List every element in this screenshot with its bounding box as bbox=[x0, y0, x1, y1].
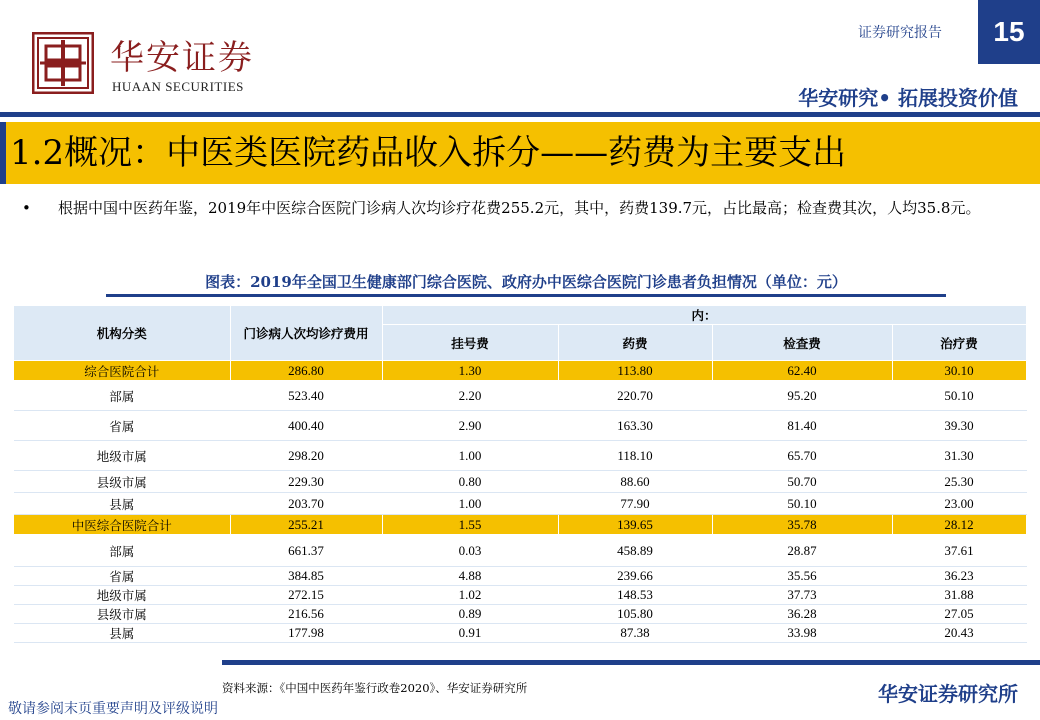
row-name: 省属 bbox=[14, 567, 230, 586]
header-treatment: 治疗费 bbox=[892, 325, 1026, 361]
row-exam: 33.98 bbox=[712, 624, 892, 643]
row-name: 中医综合医院合计 bbox=[14, 515, 230, 535]
slide-title: 1.2概况：中医类医院药品收入拆分——药费为主要支出 bbox=[10, 133, 847, 173]
row-registration: 1.02 bbox=[382, 586, 558, 605]
row-treatment: 39.30 bbox=[892, 411, 1026, 441]
row-registration: 1.55 bbox=[382, 515, 558, 535]
row-treatment: 20.43 bbox=[892, 624, 1026, 643]
footer-brand: 华安证券研究所 bbox=[878, 682, 1018, 706]
row-total: 177.98 bbox=[230, 624, 382, 643]
header-exam: 检查费 bbox=[712, 325, 892, 361]
row-drugs: 139.65 bbox=[558, 515, 712, 535]
table-caption: 图表：2019年全国卫生健康部门综合医院、政府办中医综合医院门诊患者负担情况（单位：元） bbox=[205, 273, 847, 291]
row-name: 地级市属 bbox=[14, 586, 230, 605]
row-total: 286.80 bbox=[230, 361, 382, 381]
row-treatment: 31.88 bbox=[892, 586, 1026, 605]
row-name: 县属 bbox=[14, 624, 230, 643]
row-treatment: 31.30 bbox=[892, 441, 1026, 471]
table-row bbox=[14, 567, 1026, 586]
data-source-note: 资料来源：《中国中医药年鉴行政卷2020》、华安证券研究所 bbox=[222, 681, 528, 695]
row-name: 综合医院合计 bbox=[14, 361, 230, 381]
row-registration: 4.88 bbox=[382, 567, 558, 586]
row-name: 部属 bbox=[14, 535, 230, 567]
table-row bbox=[14, 441, 1026, 471]
row-drugs: 458.89 bbox=[558, 535, 712, 567]
row-total: 661.37 bbox=[230, 535, 382, 567]
row-exam: 50.10 bbox=[712, 493, 892, 515]
table-row bbox=[14, 535, 1026, 567]
header-of-which: 内： bbox=[382, 306, 1026, 325]
row-treatment: 30.10 bbox=[892, 361, 1026, 381]
table-row bbox=[14, 624, 1026, 643]
row-total: 255.21 bbox=[230, 515, 382, 535]
header-category: 机构分类 bbox=[14, 306, 230, 361]
row-total: 523.40 bbox=[230, 381, 382, 411]
row-drugs: 77.90 bbox=[558, 493, 712, 515]
row-name: 县级市属 bbox=[14, 471, 230, 493]
row-exam: 65.70 bbox=[712, 441, 892, 471]
disclaimer-text: 敬请参阅末页重要声明及评级说明 bbox=[8, 701, 218, 717]
table-row bbox=[14, 515, 1026, 535]
logo-english-name: HUAAN SECURITIES bbox=[112, 79, 244, 94]
row-exam: 95.20 bbox=[712, 381, 892, 411]
bullet-dot-icon: • bbox=[22, 199, 31, 217]
row-treatment: 50.10 bbox=[892, 381, 1026, 411]
row-exam: 37.73 bbox=[712, 586, 892, 605]
row-drugs: 239.66 bbox=[558, 567, 712, 586]
row-registration: 1.30 bbox=[382, 361, 558, 381]
row-drugs: 88.60 bbox=[558, 471, 712, 493]
table-row bbox=[14, 361, 1026, 381]
header-drugs: 药费 bbox=[558, 325, 712, 361]
row-total: 229.30 bbox=[230, 471, 382, 493]
table-row bbox=[14, 381, 1026, 411]
row-total: 216.56 bbox=[230, 605, 382, 624]
row-drugs: 148.53 bbox=[558, 586, 712, 605]
row-name: 地级市属 bbox=[14, 441, 230, 471]
table-row bbox=[14, 586, 1026, 605]
row-treatment: 37.61 bbox=[892, 535, 1026, 567]
report-type-label: 证券研究报告 bbox=[858, 25, 942, 41]
row-treatment: 28.12 bbox=[892, 515, 1026, 535]
outpatient-cost-table bbox=[14, 306, 1027, 643]
table-row bbox=[14, 471, 1026, 493]
row-exam: 35.56 bbox=[712, 567, 892, 586]
title-bar bbox=[0, 122, 1040, 184]
row-registration: 1.00 bbox=[382, 493, 558, 515]
table-row bbox=[14, 493, 1026, 515]
company-logo-icon bbox=[32, 32, 94, 94]
row-name: 部属 bbox=[14, 381, 230, 411]
page-number-badge: 15 bbox=[978, 0, 1040, 64]
row-drugs: 105.80 bbox=[558, 605, 712, 624]
header-divider bbox=[0, 112, 1040, 117]
logo-chinese-name: 华安证券 bbox=[110, 38, 254, 78]
row-exam: 28.87 bbox=[712, 535, 892, 567]
row-drugs: 87.38 bbox=[558, 624, 712, 643]
row-total: 384.85 bbox=[230, 567, 382, 586]
row-registration: 0.03 bbox=[382, 535, 558, 567]
row-total: 400.40 bbox=[230, 411, 382, 441]
row-total: 272.15 bbox=[230, 586, 382, 605]
row-drugs: 163.30 bbox=[558, 411, 712, 441]
row-exam: 50.70 bbox=[712, 471, 892, 493]
row-drugs: 113.80 bbox=[558, 361, 712, 381]
row-exam: 62.40 bbox=[712, 361, 892, 381]
row-total: 298.20 bbox=[230, 441, 382, 471]
row-name: 县级市属 bbox=[14, 605, 230, 624]
row-name: 县属 bbox=[14, 493, 230, 515]
row-exam: 36.28 bbox=[712, 605, 892, 624]
row-drugs: 118.10 bbox=[558, 441, 712, 471]
row-registration: 1.00 bbox=[382, 441, 558, 471]
header-slogan: 华安研究• 拓展投资价值 bbox=[798, 86, 1018, 110]
header-total: 门诊病人次均诊疗费用 bbox=[230, 306, 382, 361]
caption-underline bbox=[106, 294, 946, 297]
row-name: 省属 bbox=[14, 411, 230, 441]
table-row bbox=[14, 411, 1026, 441]
row-treatment: 36.23 bbox=[892, 567, 1026, 586]
row-registration: 0.80 bbox=[382, 471, 558, 493]
row-exam: 81.40 bbox=[712, 411, 892, 441]
row-total: 203.70 bbox=[230, 493, 382, 515]
title-accent-stripe bbox=[0, 122, 6, 184]
row-drugs: 220.70 bbox=[558, 381, 712, 411]
row-exam: 35.78 bbox=[712, 515, 892, 535]
row-treatment: 23.00 bbox=[892, 493, 1026, 515]
row-registration: 0.89 bbox=[382, 605, 558, 624]
table-row bbox=[14, 605, 1026, 624]
row-registration: 2.20 bbox=[382, 381, 558, 411]
summary-text: 根据中国中医药年鉴，2019年中医综合医院门诊病人次均诊疗花费255.2元，其中，药费139.7元，占比最高；检查费其次，人均35.8元。 bbox=[58, 199, 981, 217]
row-treatment: 25.30 bbox=[892, 471, 1026, 493]
footer-divider bbox=[222, 660, 1040, 665]
row-registration: 2.90 bbox=[382, 411, 558, 441]
header-registration: 挂号费 bbox=[382, 325, 558, 361]
row-treatment: 27.05 bbox=[892, 605, 1026, 624]
row-registration: 0.91 bbox=[382, 624, 558, 643]
